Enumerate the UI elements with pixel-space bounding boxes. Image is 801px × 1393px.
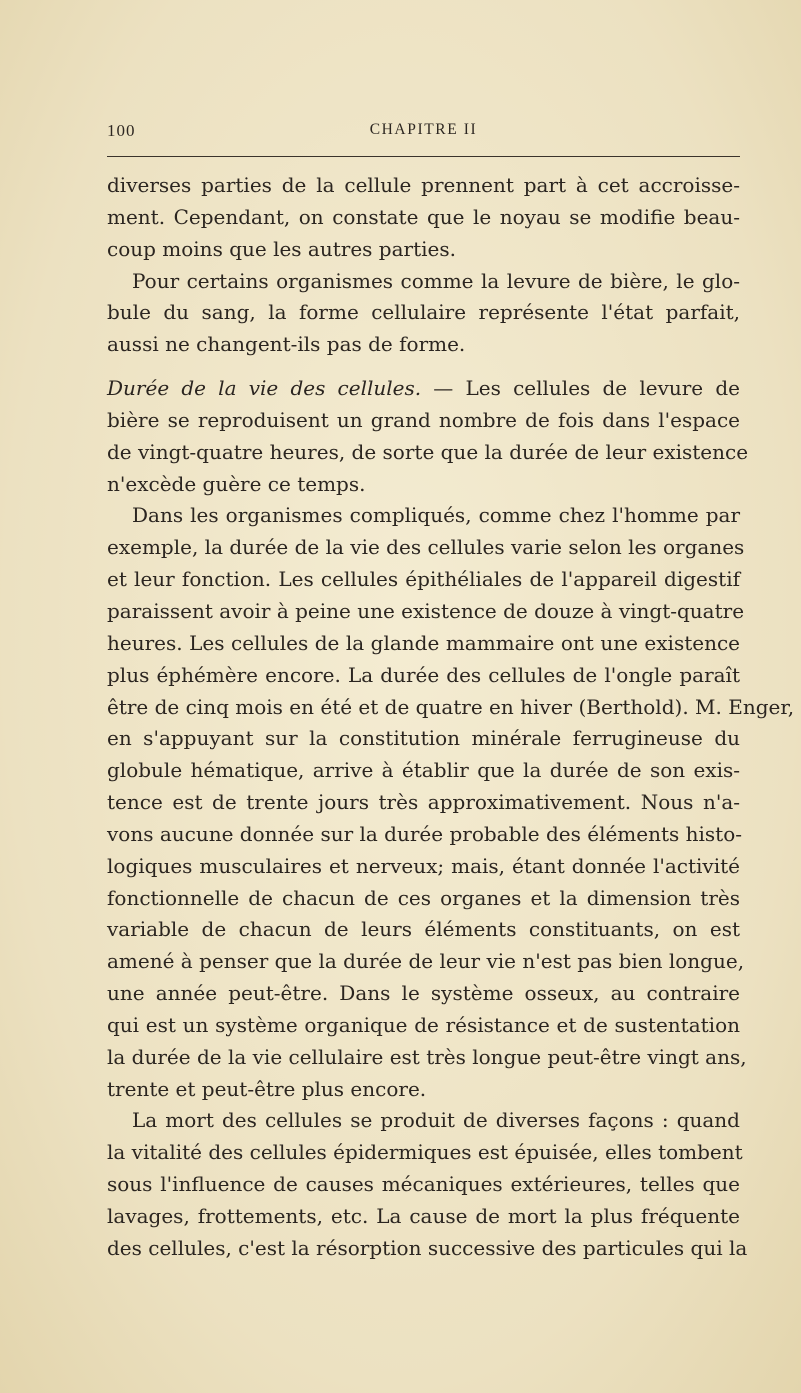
- text-line: des cellules, c'est la résorption successive des particules qui la: [107, 1235, 748, 1260]
- text-line: bière se reproduisent un grand nombre de fois dans l'espace: [107, 407, 740, 432]
- text-line: heures. Les cellules de la glande mammaire ont une existence: [107, 630, 740, 655]
- text-line: bule du sang, la forme cellulaire représente l'état parfait,: [107, 300, 740, 325]
- text-line: n'excède guère ce temps.: [107, 471, 366, 496]
- text-line: de vingt-quatre heures, de sorte que la durée de leur existence: [107, 439, 749, 464]
- body-text: [107, 170, 795, 1265]
- text-line: qui est un système organique de résistance et de sustentation: [107, 1012, 740, 1037]
- text-line: vons aucune donnée sur la durée probable des éléments histo-: [107, 821, 743, 846]
- text-line: une année peut-être. Dans le système osseux, au contraire: [107, 981, 740, 1006]
- paragraph-1: [107, 170, 740, 266]
- paragraph-5: [107, 1105, 748, 1264]
- text-line: globule hématique, arrive à établir que la durée de son exis-: [107, 758, 740, 783]
- page-header: [107, 121, 740, 145]
- text-line: Pour certains organismes comme la levure de bière, le glo-: [132, 268, 740, 293]
- text-line: être de cinq mois en été et de quatre en hiver (Berthold). M. Enger,: [107, 694, 795, 719]
- text-line: plus éphémère encore. La durée des cellules de l'ongle paraît: [107, 662, 740, 687]
- text-line: trente et peut-être plus encore.: [107, 1076, 427, 1101]
- text-line: ment. Cependant, on constate que le noyau se modifie beau-: [107, 204, 740, 229]
- text-line: amené à penser que la durée de leur vie n'est pas bien longue,: [107, 949, 745, 974]
- text-line: sous l'influence de causes mécaniques extérieures, telles que: [107, 1172, 740, 1197]
- text-line: exemple, la durée de la vie des cellules varie selon les organes: [107, 535, 745, 560]
- text-line: paraissent avoir à peine une existence de douze à vingt-quatre: [107, 598, 745, 623]
- text-line: La mort des cellules se produit de diverses façons : quand: [132, 1108, 740, 1133]
- text-line: tence est de trente jours très approximativement. Nous n'a-: [107, 790, 740, 815]
- text-line: Dans les organismes compliqués, comme chez l'homme par: [132, 503, 740, 528]
- text-line: diverses parties de la cellule prennent part à cet accroisse-: [107, 173, 740, 197]
- paragraph-4: [107, 500, 795, 1105]
- text-line: aussi ne changent-ils pas de forme.: [107, 332, 466, 357]
- text-line: variable de chacun de leurs éléments constituants, on est: [107, 917, 740, 942]
- paragraph-gap: [107, 361, 740, 373]
- text-line: [107, 373, 740, 405]
- page-number: 100: [107, 121, 136, 140]
- text-line: et leur fonction. Les cellules épithéliales de l'appareil digestif: [107, 567, 740, 592]
- running-title: CHAPITRE II: [369, 121, 478, 138]
- text-line: fonctionnelle de chacun de ces organes et la dimension très: [107, 885, 740, 910]
- paragraph-3: [107, 373, 749, 500]
- paragraph-2: [107, 266, 740, 362]
- text-line: lavages, frottements, etc. La cause de mort la plus fréquente: [107, 1204, 740, 1228]
- section-heading: Durée de la vie des cellules.: [107, 376, 422, 401]
- text-line: la durée de la vie cellulaire est très longue peut-être vingt ans,: [107, 1044, 747, 1069]
- text-span: — Les cellules de levure de: [421, 376, 740, 401]
- text-line: logiques musculaires et nerveux; mais, étant donnée l'activité: [107, 853, 740, 878]
- text-line: la vitalité des cellules épidermiques est épuisée, elles tombent: [107, 1140, 743, 1165]
- text-line: en s'appuyant sur la constitution minérale ferrugineuse du: [107, 726, 740, 751]
- text-line: coup moins que les autres parties.: [107, 236, 456, 261]
- header-rule: [107, 156, 740, 157]
